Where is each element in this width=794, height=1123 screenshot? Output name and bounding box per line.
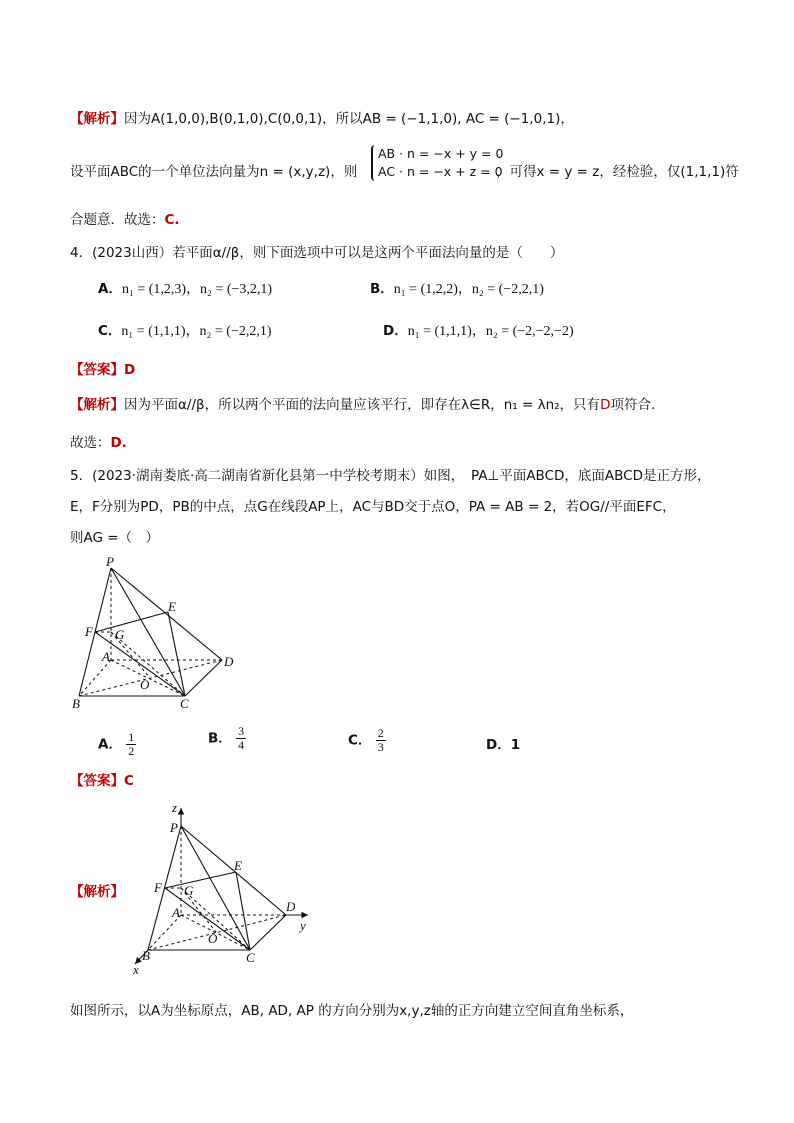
label-F: F (154, 880, 162, 895)
q5-option-b (208, 725, 246, 752)
answer-tag: 【答案】 (70, 773, 124, 789)
q4-analysis (70, 393, 655, 413)
axis-label-z: z (172, 800, 178, 815)
option-label: C． (348, 732, 372, 749)
label-C: C (246, 950, 255, 965)
label-F: F (85, 624, 93, 639)
equation-line: AC · n = −x + z = 0 (378, 164, 503, 179)
coordinate-figure (128, 800, 328, 980)
choice-letter: D (600, 397, 611, 413)
label-B: B (142, 948, 150, 963)
option-text: n₁ = (1,2,2)，n₂ = (−2,2,1) (393, 282, 544, 297)
analysis-tag: 【解析】 (70, 111, 124, 127)
denominator: 3 (377, 740, 384, 754)
label-G: G (115, 627, 125, 642)
equation-line: AB · n = −x + y = 0 (378, 146, 504, 161)
q4-stem (70, 241, 563, 261)
question-stem: 5．(2023·湖南娄底·高二湖南省新化县第一中学校考期末）如图， PA⊥平面ABCD，底面ABCD是正方形， (70, 468, 711, 484)
option-label: B． (208, 730, 232, 747)
analysis-text: 故选： (70, 435, 111, 451)
q5-final-line (70, 999, 633, 1019)
q4-option-d (383, 319, 574, 340)
q5-option-d (486, 733, 520, 753)
label-E: E (234, 858, 242, 873)
question-stem: 则AG =（ ） (70, 530, 160, 546)
analysis-tag: 【解析】 (70, 884, 124, 900)
solution-prev-line3 (70, 208, 180, 228)
axis-label-y: y (300, 918, 306, 933)
axis-label-x: x (133, 962, 139, 977)
solution-prev-line2 (70, 160, 357, 180)
option-text: 1 (510, 737, 521, 753)
fraction (126, 731, 136, 758)
q4-option-c (98, 319, 272, 340)
q5-answer (70, 769, 134, 789)
label-O: O (208, 931, 218, 946)
choice-letter: D. (110, 435, 127, 451)
label-A: A (172, 905, 180, 920)
q5-stem-1 (70, 464, 710, 484)
solution-prev-line1 (70, 107, 574, 127)
label-G: G (184, 883, 194, 898)
option-text: n₁ = (1,1,1)，n₂ = (−2,−2,−2) (407, 324, 574, 339)
q4-choose (70, 431, 127, 451)
label-P: P (106, 556, 114, 569)
denominator: 2 (128, 744, 135, 758)
pyramid-figure (70, 556, 240, 714)
q4-answer (70, 358, 135, 378)
label-E: E (168, 599, 176, 614)
option-text: n₁ = (1,1,1)，n₂ = (−2,2,1) (121, 324, 272, 339)
choice-letter: C. (164, 212, 180, 228)
label-A: A (102, 649, 110, 664)
solution-prev-line2b (496, 160, 739, 180)
numerator: 1 (128, 730, 135, 744)
label-C: C (180, 696, 189, 711)
analysis-text: 如图所示，以A为坐标原点，AB, AD, AP 的方向分别为x,y,z轴的正方向建立空间直角坐标系， (70, 1003, 634, 1019)
label-O: O (140, 677, 150, 692)
option-label: D． (486, 737, 511, 753)
solution-text: 因为A(1,0,0),B(0,1,0),C(0,0,1)，所以AB = (−1,1,0), AC = (−1,0,1)， (124, 111, 574, 127)
analysis-tag: 【解析】 (70, 397, 124, 413)
option-text: n₁ = (1,2,3)，n₂ = (−3,2,1) (121, 282, 273, 297)
analysis-text: 因为平面α//β，所以两个平面的法向量应该平行，即存在λ∈R，n₁ = λn₂，只有 (124, 397, 601, 413)
solution-text: ，可得x = y = z，经检验，仅(1,1,1)符 (496, 164, 739, 180)
question-stem: 4．(2023山西）若平面α//β，则下面选项中可以是这两个平面法向量的是（ ） (70, 245, 564, 261)
q4-option-a (98, 277, 272, 298)
q5-option-a (98, 731, 136, 758)
numerator: 2 (377, 726, 384, 740)
question-stem: E，F分别为PD，PB的中点，点G在线段AP上，AC与BD交于点O，PA = AB = 2，若OG//平面EFC， (70, 499, 676, 515)
answer-value: D (124, 362, 136, 378)
solution-text: 合题意．故选： (70, 212, 165, 228)
fraction (236, 725, 246, 752)
denominator: 4 (238, 738, 245, 752)
label-B: B (72, 696, 80, 711)
label-D: D (224, 654, 234, 669)
q5-stem-2 (70, 495, 676, 515)
equation-system (371, 145, 503, 181)
option-label: B． (370, 281, 394, 297)
analysis-text: 项符合. (610, 397, 656, 413)
q4-option-b (370, 277, 544, 298)
q5-analysis-tag (70, 880, 124, 900)
label-P: P (170, 820, 178, 835)
solution-text: 设平面ABC的一个单位法向量为n = (x,y,z)，则 (70, 164, 358, 180)
option-label: A． (98, 736, 122, 753)
option-label: D． (383, 323, 408, 339)
option-label: C． (98, 323, 122, 339)
label-D: D (286, 899, 296, 914)
fraction (376, 727, 386, 754)
answer-value: C (124, 773, 134, 789)
numerator: 3 (238, 724, 245, 738)
answer-tag: 【答案】 (70, 362, 124, 378)
q5-stem-3 (70, 526, 159, 546)
option-label: A． (98, 281, 122, 297)
q5-option-c (348, 727, 386, 754)
